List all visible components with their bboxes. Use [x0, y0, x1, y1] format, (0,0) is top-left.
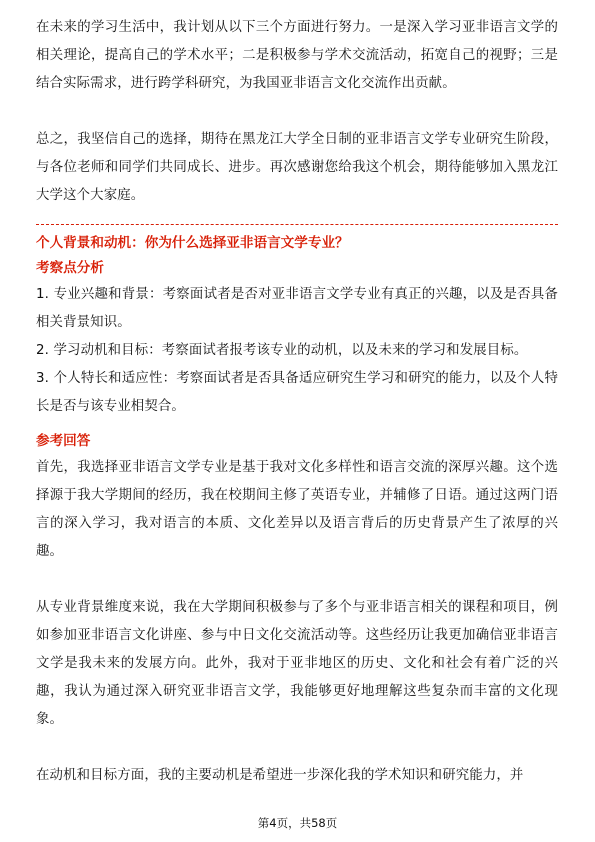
paragraph-future-plan: 在未来的学习生活中，我计划从以下三个方面进行努力。一是深入学习亚非语言文学的相关理论，提高自己的学术水平；二是积极参与学术交流活动，拓宽自己的视野；三是结合实际需求，进行跨学科研究，为我国亚非语言文化交流作出贡献。	[36, 20, 558, 91]
page-content	[36, 14, 558, 790]
answer-paragraph: 从专业背景维度来说，我在大学期间积极参与了多个与亚非语言相关的课程和项目，例如参加亚非语言文化讲座、参与中日文化交流活动等。这些经历让我更加确信亚非语言文学是我未来的发展方向。此外，我对于亚非地区的历史、文化和社会有着广泛的兴趣，我认为通过深入研究亚非语言文学，我能够更好地理解这些复杂而丰富的文化现象。	[36, 600, 558, 727]
analysis-item: 2. 学习动机和目标：考察面试者报考该专业的动机，以及未来的学习和发展目标。	[36, 343, 528, 358]
answer-heading: 参考回答	[36, 433, 91, 449]
page-number-footer: 第4页，共58页	[257, 816, 338, 830]
question-heading: 个人背景和动机：你为什么选择亚非语言文学专业？	[36, 235, 349, 251]
paragraph-conclusion: 总之，我坚信自己的选择，期待在黑龙江大学全日制的亚非语言文学专业研究生阶段，与各位老师和同学们共同成长、进步。再次感谢您给我这个机会，期待能够加入黑龙江大学这个大家庭。	[36, 132, 558, 203]
section-divider	[36, 224, 558, 225]
paragraph-gap	[36, 734, 558, 762]
analysis-heading: 考察点分析	[36, 260, 104, 276]
analysis-item: 1. 专业兴趣和背景：考察面试者是否对亚非语言文学专业有真正的兴趣，以及是否具备相关背景知识。	[36, 287, 558, 330]
analysis-item: 3. 个人特长和适应性：考察面试者是否具备适应研究生学习和研究的能力，以及个人特长是否与该专业相契合。	[36, 371, 558, 414]
answer-paragraph: 首先，我选择亚非语言文学专业是基于我对文化多样性和语言交流的深厚兴趣。这个选择源于我大学期间的经历，我在校期间主修了英语专业，并辅修了日语。通过这两门语言的深入学习，我对语言的本质、文化差异以及语言背后的历史背景产生了浓厚的兴趣。	[36, 460, 558, 559]
section-gap	[36, 421, 558, 429]
answer-paragraph: 在动机和目标方面，我的主要动机是希望进一步深化我的学术知识和研究能力，并	[36, 768, 524, 783]
paragraph-gap	[36, 98, 558, 126]
paragraph-gap	[36, 566, 558, 594]
